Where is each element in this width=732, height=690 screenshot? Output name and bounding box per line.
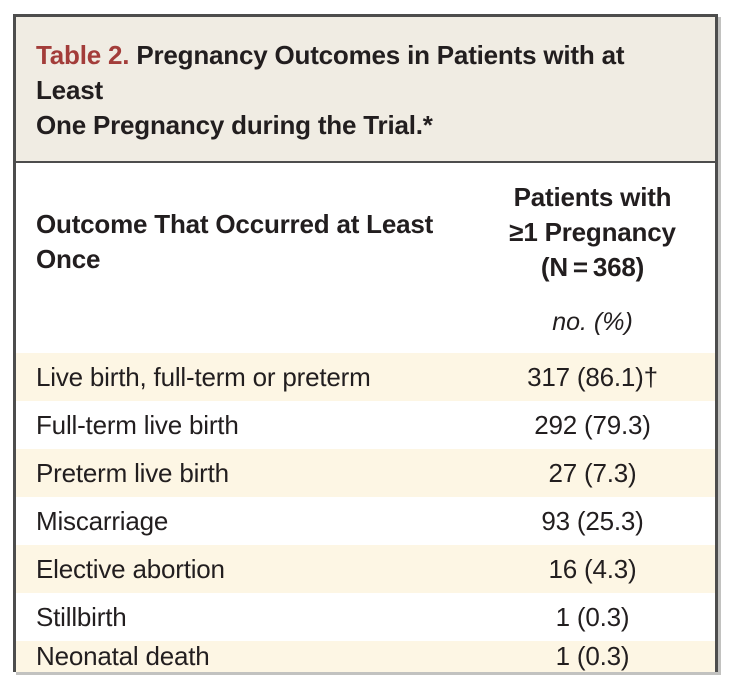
column-header-section [16, 163, 715, 353]
value-cell: 27 (7.3) [548, 457, 637, 488]
table-title-line-2: One Pregnancy during the Trial.* [36, 110, 433, 140]
value-cell: 93 (25.3) [541, 505, 644, 536]
table-row [16, 353, 715, 401]
outcome-cell: Live birth, full-term or preterm [36, 361, 371, 392]
table-row [16, 593, 715, 641]
table-row [16, 497, 715, 545]
patients-header-line-1: Patients with [513, 182, 672, 212]
value-cell: 292 (79.3) [534, 409, 651, 440]
outcome-column-header: Outcome That Occurred at Least Once [36, 209, 434, 274]
patients-column-header [470, 180, 715, 285]
table-body [16, 353, 715, 672]
patients-header-line-2: ≥1 Pregnancy [509, 217, 676, 247]
unit-label: no. (%) [552, 308, 633, 336]
table-title-band [16, 17, 715, 163]
value-cell: 16 (4.3) [548, 553, 637, 584]
table-row [16, 449, 715, 497]
outcome-cell: Neonatal death [36, 641, 210, 671]
patients-header-line-3: (N = 368) [540, 252, 645, 282]
value-cell: 1 (0.3) [555, 641, 630, 671]
patients-column-header-cell [470, 163, 715, 353]
table-row [16, 641, 715, 672]
table-title [36, 38, 695, 143]
journal-table [13, 14, 718, 672]
table-title-line-1: Pregnancy Outcomes in Patients with at Least [36, 40, 625, 105]
outcome-cell: Preterm live birth [36, 457, 229, 488]
outcome-cell: Stillbirth [36, 601, 127, 632]
value-cell: 1 (0.3) [555, 601, 630, 632]
outcome-cell: Elective abortion [36, 553, 225, 584]
table-number-label: Table 2. [36, 40, 130, 70]
outcome-cell: Miscarriage [36, 505, 169, 536]
outcome-column-header-cell [16, 163, 470, 353]
table-row [16, 401, 715, 449]
table-row [16, 545, 715, 593]
outcome-cell: Full-term live birth [36, 409, 239, 440]
value-cell: 317 (86.1)† [527, 361, 658, 392]
